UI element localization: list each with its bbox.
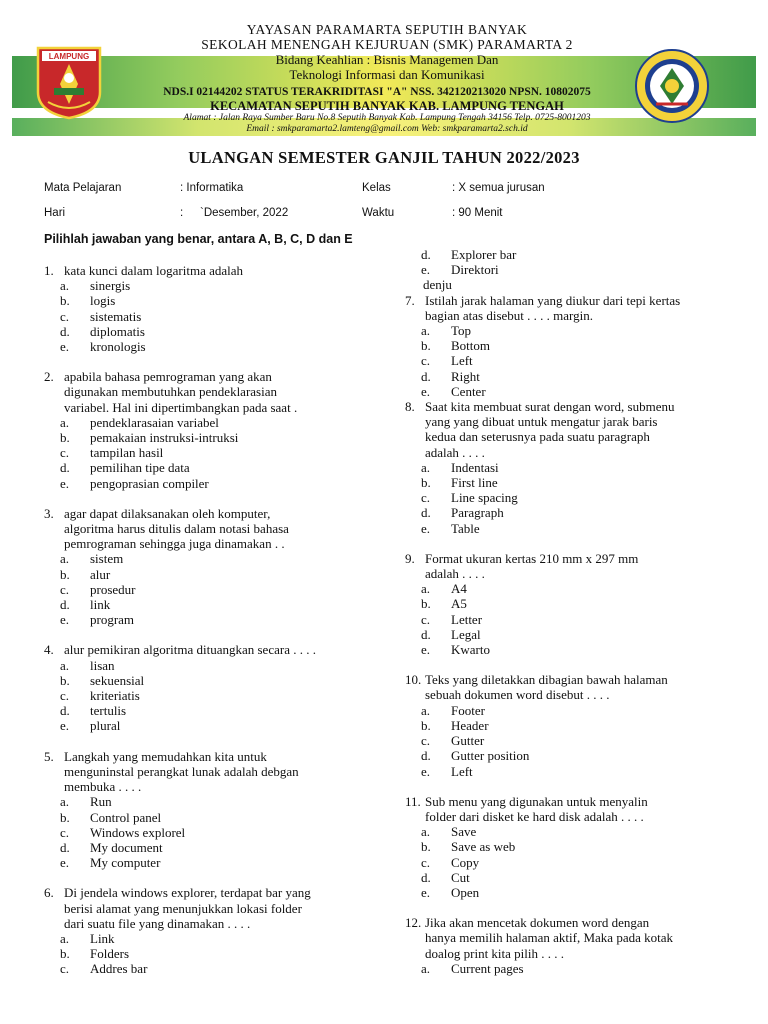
- option-letter: e.: [421, 262, 431, 278]
- option-letter: e.: [421, 642, 431, 658]
- option-letter: d.: [421, 505, 431, 521]
- answer-option: [44, 718, 394, 733]
- time-value: : 90 Menit: [452, 207, 503, 219]
- option-text: Line spacing: [451, 490, 518, 506]
- question-line: Sub menu yang digunakan untuk menyalin: [425, 793, 648, 809]
- answer-option: [405, 247, 755, 262]
- option-text: sinergis: [90, 278, 131, 294]
- option-letter: a.: [421, 323, 431, 339]
- option-text: A4: [451, 581, 467, 597]
- email-line: Email : smkparamarta2.lamteng@gmail.com Web: smkparamarta2.sch.id: [246, 124, 528, 134]
- option-text: Bottom: [451, 338, 491, 354]
- answer-option: [44, 597, 394, 612]
- spacer: [44, 354, 394, 369]
- answer-option: [44, 582, 394, 597]
- question-text-continued: [44, 536, 394, 551]
- question-line: sebuah dokumen word disebut . . . .: [425, 687, 610, 703]
- question-text: [405, 399, 755, 414]
- answer-option: [405, 748, 755, 763]
- option-text: sistematis: [90, 308, 142, 324]
- emblem-label: LAMPUNG: [48, 52, 90, 61]
- answer-option: [44, 673, 394, 688]
- option-letter: a.: [60, 657, 70, 673]
- answer-option: [44, 825, 394, 840]
- question-number: 10.: [405, 672, 422, 688]
- answer-option: [405, 703, 755, 718]
- answer-option: [405, 764, 755, 779]
- spacer: [44, 734, 394, 749]
- question-number: 6.: [44, 885, 54, 901]
- question-line: Langkah yang memudahkan kita untuk: [64, 748, 267, 764]
- answer-option: [44, 658, 394, 673]
- option-text: program: [90, 612, 135, 628]
- option-text: sekuensial: [90, 672, 145, 688]
- day-label: Hari: [44, 207, 66, 219]
- subject-value: : Informatika: [180, 182, 244, 194]
- option-letter: a.: [421, 459, 431, 475]
- question-text: [44, 749, 394, 764]
- answer-option: [405, 338, 755, 353]
- class-value: : X semua jurusan: [452, 182, 545, 194]
- question-text-continued: [44, 901, 394, 916]
- left-question-column: [44, 263, 394, 977]
- address-line: Alamat : Jalan Raya Sumber Baru No.8 Seputih Banyak Kab. Lampung Tengah 34156 Telp. 0725-8001203: [183, 113, 591, 123]
- question-text-continued: [405, 930, 755, 945]
- option-letter: c.: [421, 854, 431, 870]
- spacer: [405, 900, 755, 915]
- option-text: Header: [451, 717, 489, 733]
- option-text: Save as web: [451, 839, 516, 855]
- option-text: Cut: [451, 869, 470, 885]
- option-letter: a.: [60, 930, 70, 946]
- question-number: 9.: [405, 550, 415, 566]
- question-text-continued: [405, 414, 755, 429]
- option-letter: e.: [421, 763, 431, 779]
- option-text: kronologis: [90, 339, 146, 355]
- question-block: [44, 263, 394, 354]
- exam-title: ULANGAN SEMESTER GANJIL TAHUN 2022/2023: [188, 148, 580, 167]
- day-value: `Desember, 2022: [200, 207, 289, 219]
- question-number: 4.: [44, 642, 54, 658]
- answer-option: [44, 430, 394, 445]
- school-ids: NDS.I 02144202 STATUS TERAKRIDITASI "A" NSS. 342120213020 NPSN. 10802075: [163, 86, 591, 98]
- option-text: pemakaian instruksi-intruksi: [90, 430, 239, 446]
- answer-option: [405, 855, 755, 870]
- option-letter: b.: [421, 338, 431, 354]
- option-letter: c.: [60, 824, 70, 840]
- foundation-name: YAYASAN PARAMARTA SEPUTIH BANYAK: [246, 22, 528, 37]
- option-text: link: [90, 597, 111, 613]
- option-letter: d.: [421, 748, 431, 764]
- option-text: lisan: [90, 657, 115, 673]
- option-text: Control panel: [90, 809, 162, 825]
- question-number: 8.: [405, 399, 415, 415]
- option-text: Explorer bar: [451, 247, 517, 262]
- option-letter: a.: [421, 960, 431, 976]
- question-line: kata kunci dalam logaritma adalah: [64, 263, 244, 278]
- option-text: Indentasi: [451, 459, 499, 475]
- question-text-continued: [405, 566, 755, 581]
- question-block: [405, 551, 755, 657]
- answer-option: [44, 551, 394, 566]
- answer-option: [405, 627, 755, 642]
- question-number: 11.: [405, 793, 421, 809]
- question-line: digunakan membutuhkan pendeklarasian: [64, 384, 277, 400]
- school-seal-icon: [634, 48, 710, 124]
- question-line: variabel. Hal ini dipertimbangkan pada saat .: [64, 399, 298, 415]
- answer-option: [44, 810, 394, 825]
- option-letter: d.: [60, 703, 70, 719]
- option-text: Addres bar: [90, 961, 148, 977]
- question-line: Jika akan mencetak dokumen word dengan: [425, 915, 650, 931]
- letterhead-text: [152, 0, 622, 135]
- option-text: pemilihan tipe data: [90, 460, 190, 476]
- option-letter: d.: [421, 626, 431, 642]
- option-letter: e.: [421, 884, 431, 900]
- question-text-continued: [44, 521, 394, 536]
- option-text: Copy: [451, 854, 480, 870]
- option-letter: b.: [421, 717, 431, 733]
- answer-option: [405, 733, 755, 748]
- question-line: berisi alamat yang menunjukkan lokasi folder: [64, 900, 302, 916]
- option-letter: c.: [421, 353, 431, 369]
- option-letter: b.: [421, 839, 431, 855]
- option-text: Folders: [90, 946, 129, 962]
- question-text-continued: [44, 764, 394, 779]
- answer-option: [44, 961, 394, 976]
- question-number: 2.: [44, 369, 54, 385]
- option-text: Legal: [451, 626, 481, 642]
- spacer: [405, 779, 755, 794]
- answer-option: [405, 262, 755, 277]
- question-line: menguninstal perangkat lunak adalah debgan: [64, 763, 299, 779]
- option-text: Current pages: [451, 960, 524, 976]
- question-block: [44, 642, 394, 733]
- option-text: My document: [90, 839, 163, 855]
- option-text: pendeklarasaian variabel: [90, 414, 219, 430]
- answer-option: [405, 839, 755, 854]
- answer-option: [44, 567, 394, 582]
- question-text: [405, 794, 755, 809]
- lampung-emblem-icon: [32, 44, 106, 120]
- question-text: [405, 672, 755, 687]
- option-text: plural: [90, 718, 121, 734]
- question-line: doalog print kita pilih . . . .: [425, 945, 565, 961]
- answer-option: [44, 445, 394, 460]
- answer-option: [405, 475, 755, 490]
- question-line: Format ukuran kertas 210 mm x 297 mm: [425, 550, 639, 566]
- option-letter: e.: [421, 383, 431, 399]
- option-letter: e.: [60, 855, 70, 871]
- answer-option: [405, 870, 755, 885]
- option-text: Letter: [451, 611, 483, 627]
- question-line: dari suatu file yang dinamakan . . . .: [64, 915, 251, 931]
- question-text: [44, 506, 394, 521]
- answer-option: [44, 309, 394, 324]
- question-block: [405, 399, 755, 536]
- answer-option: [44, 415, 394, 430]
- option-letter: c.: [60, 445, 70, 461]
- option-letter: b.: [421, 475, 431, 491]
- instruction: Pilihlah jawaban yang benar, antara A, B, C, D dan E: [44, 232, 353, 246]
- field-line-2: Teknologi Informasi dan Komunikasi: [289, 67, 485, 82]
- question-text: [44, 642, 394, 657]
- option-text: tampilan hasil: [90, 445, 164, 461]
- question-text-continued: [405, 429, 755, 444]
- option-text: First line: [451, 475, 498, 491]
- answer-option: [44, 612, 394, 627]
- option-letter: c.: [60, 581, 70, 597]
- answer-option: [405, 961, 755, 976]
- question-text: [44, 263, 394, 278]
- question-line: Istilah jarak halaman yang diukur dari tepi kertas: [425, 292, 681, 308]
- question-text: [44, 885, 394, 900]
- question-number: 3.: [44, 505, 54, 521]
- question-text-continued: [405, 445, 755, 460]
- spacer: [44, 491, 394, 506]
- option-text: Run: [90, 794, 112, 810]
- answer-option: [44, 794, 394, 809]
- option-text: Footer: [451, 702, 485, 718]
- option-text: diplomatis: [90, 323, 145, 339]
- option-text: Top: [451, 323, 472, 339]
- answer-option: [44, 931, 394, 946]
- option-letter: b.: [421, 596, 431, 612]
- question-text-continued: [405, 946, 755, 961]
- option-text: alur: [90, 566, 111, 582]
- answer-option: [405, 384, 755, 399]
- stray-text: denju: [423, 277, 452, 293]
- option-text: Gutter: [451, 733, 485, 749]
- answer-option: [44, 703, 394, 718]
- question-text-continued: [44, 400, 394, 415]
- answer-option: [405, 581, 755, 596]
- right-question-column: [405, 247, 755, 976]
- question-line: yang yang dibuat untuk mengatur jarak baris: [425, 414, 658, 430]
- option-letter: d.: [421, 368, 431, 384]
- option-letter: a.: [60, 414, 70, 430]
- spacer: [44, 870, 394, 885]
- option-text: Table: [451, 520, 480, 536]
- question-block: [405, 915, 755, 976]
- spacer: [44, 627, 394, 642]
- question-text-continued: [44, 916, 394, 931]
- answer-option: [405, 642, 755, 657]
- option-letter: e.: [60, 612, 70, 628]
- option-letter: c.: [421, 611, 431, 627]
- question-line: bagian atas disebut . . . . margin.: [425, 307, 594, 323]
- question-block: [405, 293, 755, 399]
- question-text-continued: [405, 308, 755, 323]
- question-line: Di jendela windows explorer, terdapat bar yang: [64, 885, 311, 901]
- question-text: [405, 293, 755, 308]
- option-text: Windows explorel: [90, 824, 186, 840]
- question-line: hanya memilih halaman aktif, Maka pada kotak: [425, 930, 673, 946]
- question-line: apabila bahasa pemrograman yang akan: [64, 369, 272, 385]
- option-letter: a.: [60, 551, 70, 567]
- option-letter: b.: [60, 946, 70, 962]
- option-letter: b.: [60, 672, 70, 688]
- option-letter: d.: [60, 597, 70, 613]
- question-line: kedua dan seterusnya pada suatu paragraph: [425, 429, 650, 445]
- question-text-continued: [405, 687, 755, 702]
- question-line: agar dapat dilaksanakan oleh komputer,: [64, 505, 271, 521]
- option-text: Paragraph: [451, 505, 504, 521]
- time-label: Waktu: [362, 207, 395, 219]
- question-block: [44, 885, 394, 976]
- option-text: Left: [451, 353, 473, 369]
- option-text: logis: [90, 293, 116, 309]
- answer-option: [405, 885, 755, 900]
- option-letter: b.: [60, 566, 70, 582]
- question-line: adalah . . . .: [425, 566, 485, 582]
- option-letter: a.: [60, 794, 70, 810]
- day-colon: :: [180, 207, 184, 219]
- field-line-1: Bidang Keahlian : Bisnis Managemen Dan: [275, 52, 499, 67]
- district-line: KECAMATAN SEPUTIH BANYAK KAB. LAMPUNG TENGAH: [210, 99, 564, 113]
- option-letter: c.: [421, 490, 431, 506]
- answer-option: [44, 476, 394, 491]
- answer-option: [405, 718, 755, 733]
- spacer: [405, 536, 755, 551]
- option-letter: b.: [60, 293, 70, 309]
- option-letter: e.: [421, 520, 431, 536]
- answer-option: [405, 521, 755, 536]
- option-text: Direktori: [451, 262, 499, 278]
- answer-option: [44, 855, 394, 870]
- question-line: pemrograman sehingga juga dinamakan . .: [64, 536, 285, 552]
- option-text: Kwarto: [451, 642, 490, 658]
- answer-option: [405, 505, 755, 520]
- subject-label: Mata Pelajaran: [44, 182, 122, 194]
- question-number: 1.: [44, 263, 54, 278]
- answer-option: [405, 824, 755, 839]
- spacer: [405, 657, 755, 672]
- option-letter: b.: [60, 430, 70, 446]
- option-text: Center: [451, 383, 486, 399]
- question-line: algoritma harus ditulis dalam notasi bahasa: [64, 521, 289, 537]
- option-letter: a.: [60, 278, 70, 294]
- option-letter: d.: [421, 247, 431, 262]
- question-text: [405, 551, 755, 566]
- option-letter: d.: [60, 839, 70, 855]
- answer-option: [44, 339, 394, 354]
- class-label: Kelas: [362, 182, 391, 194]
- question-line: folder dari disket ke hard disk adalah . . . .: [425, 808, 644, 824]
- answer-option: [44, 324, 394, 339]
- answer-option: [44, 840, 394, 855]
- option-letter: c.: [60, 688, 70, 704]
- question-number: 7.: [405, 292, 415, 308]
- option-letter: c.: [60, 961, 70, 977]
- option-letter: a.: [421, 702, 431, 718]
- question-line: alur pemikiran algoritma dituangkan secara . . . .: [64, 642, 316, 658]
- letterhead: [12, 0, 756, 148]
- option-letter: d.: [60, 323, 70, 339]
- question-block: [44, 369, 394, 491]
- option-text: A5: [451, 596, 467, 612]
- question-block: [405, 794, 755, 900]
- answer-option: [44, 293, 394, 308]
- question-line: Teks yang diletakkan dibagian bawah halaman: [425, 672, 668, 688]
- answer-option: [405, 596, 755, 611]
- option-letter: d.: [60, 460, 70, 476]
- answer-option: [44, 688, 394, 703]
- answer-option: [405, 353, 755, 368]
- option-letter: c.: [60, 308, 70, 324]
- option-letter: e.: [60, 339, 70, 355]
- option-text: prosedur: [90, 581, 136, 597]
- option-letter: a.: [421, 581, 431, 597]
- option-letter: c.: [421, 733, 431, 749]
- question-number: 5.: [44, 748, 54, 764]
- option-text: Right: [451, 368, 480, 384]
- question-line: adalah . . . .: [425, 444, 485, 460]
- option-letter: b.: [60, 809, 70, 825]
- option-letter: a.: [421, 824, 431, 840]
- question-block: [44, 506, 394, 628]
- option-text: My computer: [90, 855, 161, 871]
- question-number: 12.: [405, 915, 422, 931]
- answer-option: [405, 369, 755, 384]
- question-line: Saat kita membuat surat dengan word, submenu: [425, 399, 675, 415]
- answer-option: [44, 460, 394, 475]
- question-text-continued: [405, 809, 755, 824]
- answer-option: [405, 323, 755, 338]
- answer-option: [44, 946, 394, 961]
- question-text: [44, 369, 394, 384]
- option-text: kriteriatis: [90, 688, 140, 704]
- school-name: SEKOLAH MENENGAH KEJURUAN (SMK) PARAMARTA 2: [201, 37, 573, 52]
- answer-option: [405, 460, 755, 475]
- question-block: [405, 672, 755, 778]
- option-letter: e.: [60, 718, 70, 734]
- answer-option: [405, 490, 755, 505]
- option-text: Open: [451, 884, 480, 900]
- option-text: Left: [451, 763, 473, 779]
- answer-option: [405, 612, 755, 627]
- option-text: Link: [90, 930, 115, 946]
- option-letter: e.: [60, 475, 70, 491]
- question-block: [44, 749, 394, 871]
- option-text: pengoprasian compiler: [90, 475, 209, 491]
- question-text-continued: [44, 384, 394, 399]
- question-line: membuka . . . .: [64, 779, 142, 795]
- answer-option: [44, 278, 394, 293]
- option-letter: d.: [421, 869, 431, 885]
- option-text: Gutter position: [451, 748, 530, 764]
- question-text-continued: [44, 779, 394, 794]
- option-text: sistem: [90, 551, 124, 567]
- option-text: Save: [451, 824, 477, 840]
- option-text: tertulis: [90, 703, 127, 719]
- question-text: [405, 915, 755, 930]
